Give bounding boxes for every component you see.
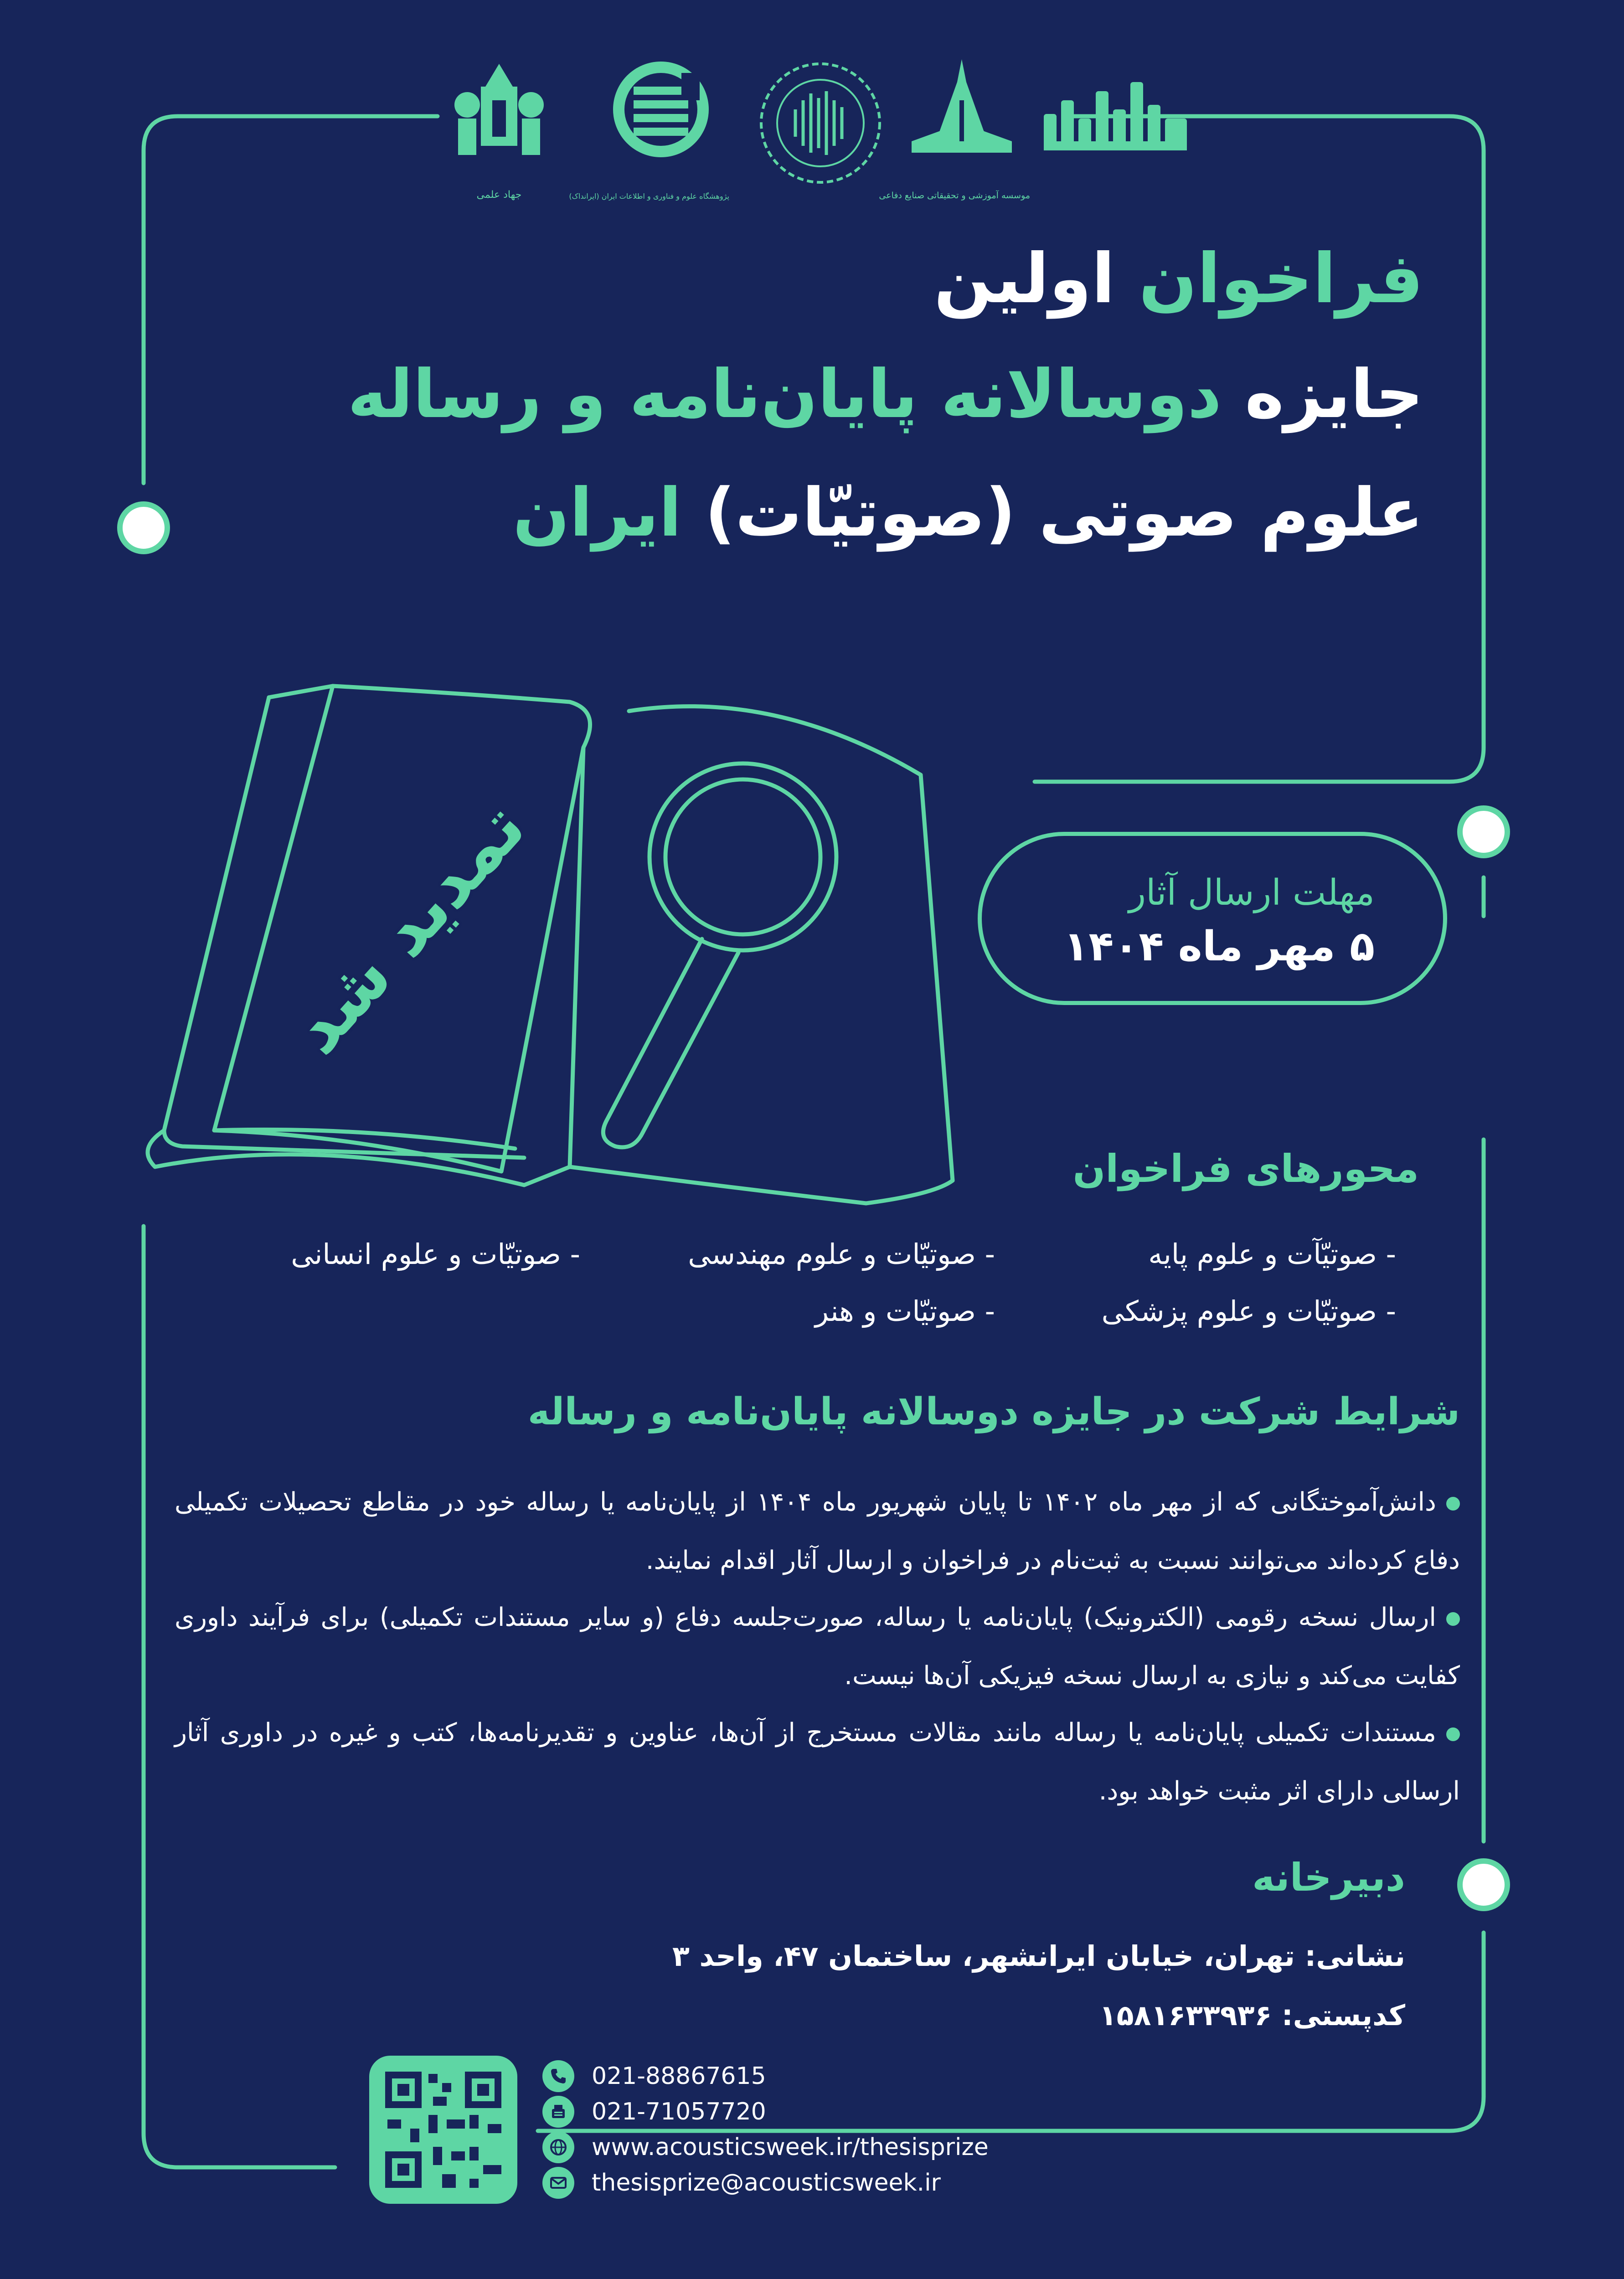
deadline-label: مهلت ارسال آثار	[1129, 872, 1375, 913]
deadline-value: ۵ مهر ماه ۱۴۰۴	[1063, 923, 1375, 970]
title-line-2	[348, 356, 1423, 433]
email-icon	[542, 2167, 574, 2199]
title-prize: جایزه	[1245, 356, 1423, 433]
title-line-1	[934, 239, 1423, 319]
qr-code[interactable]	[369, 2056, 517, 2204]
bullet-icon	[1446, 1727, 1460, 1741]
postal-code: کدپستی: ۱۵۸۱۶۳۳۹۳۶	[1099, 1999, 1405, 2032]
condition-item: دانش‌آموختگانی که از مهر ماه ۱۴۰۲ تا پایان شهریور ماه ۱۴۰۴ از پایان‌نامه یا رساله خود در مقاطع تحصیلات تکمیلی دفاع کرده‌اند می‌توانند نسبت به ثبت‌نام در فراخوان و ارسال آثار اقدام نمایند.	[175, 1487, 1460, 1575]
acoustics-society-logo-icon	[752, 55, 889, 191]
email-link[interactable]: thesisprize@acousticsweek.ir	[592, 2169, 941, 2197]
topic-item: - صوتیّات و علوم مهندسی	[688, 1237, 995, 1271]
condition-item: ارسال نسخه رقومی (الکترونیک) پایان‌نامه یا رساله، صورت‌جلسه دفاع (و سایر مستندات تکمیلی) برای فرآیند داوری کفایت می‌کند و نیازی به ارسال نسخه فیزیکی آن‌ها نیست.	[175, 1603, 1460, 1691]
topic-item: - صوتیّات و هنر	[815, 1294, 995, 1328]
logo-irandoc	[569, 55, 729, 201]
topic-item: - صوتیّات و علوم پزشکی	[1101, 1294, 1396, 1328]
logo-jahad	[431, 55, 567, 201]
bullet-icon	[1446, 1612, 1460, 1626]
deadline-pill	[978, 832, 1447, 1005]
topic-item: - صوتیّات و علوم انسانی	[291, 1237, 580, 1271]
globe-icon	[542, 2131, 574, 2163]
frame-dot	[1460, 808, 1507, 856]
title-biennial: دوسالانه پایان‌نامه و رساله	[347, 356, 1222, 433]
contact-phone	[542, 2060, 766, 2092]
condition-item: مستندات تکمیلی پایان‌نامه یا رساله مانند مقالات مستخرج از آن‌ها، عناوین و تقدیرنامه‌ها، کتب و غیره در داوری آثار ارسالی دارای اثر مثبت خواهد بود.	[175, 1718, 1460, 1806]
logo-caption: موسسه آموزشی و تحقیقاتی صنایع دفاعی	[879, 191, 1030, 201]
address: نشانی: تهران، خیابان ایرانشهر، ساختمان ۴۷، واحد ۳	[672, 1939, 1405, 1973]
topics-title: محورهای فراخوان	[1072, 1146, 1419, 1191]
jahad-logo-icon	[431, 55, 567, 173]
contact-website	[542, 2131, 989, 2163]
institute-logo-icon	[893, 55, 1030, 173]
logo-institute	[879, 55, 1030, 201]
title-call: فراخوان	[1139, 239, 1423, 319]
fax-icon	[542, 2096, 574, 2128]
secretariat-title: دبیرخانه	[1252, 1855, 1405, 1900]
phone-number[interactable]: 021-88867615	[592, 2062, 766, 2090]
contact-email	[542, 2167, 941, 2199]
irandoc-logo-icon	[593, 55, 729, 173]
website-link[interactable]: www.acousticsweek.ir/thesisprize	[592, 2134, 989, 2161]
fax-number[interactable]: 021-71057720	[592, 2098, 766, 2125]
frame-dot	[120, 504, 167, 552]
title-acoustics: علوم صوتی (صوتیّات)	[705, 474, 1423, 552]
logo-soutiyat	[1039, 55, 1194, 201]
title-iran: ایران	[513, 474, 682, 552]
logo-caption: جهاد علمی	[476, 189, 522, 201]
title-line-3	[513, 474, 1423, 552]
conditions-title: شرایط شرکت در جایزه دوسالانه پایان‌نامه و رساله	[527, 1390, 1460, 1433]
topic-item: - صوتیّآت و علوم پایه	[1148, 1237, 1396, 1271]
contact-fax	[542, 2096, 766, 2128]
phone-icon	[542, 2060, 574, 2092]
soutiyat-logo-icon	[1039, 73, 1194, 164]
bullet-icon	[1446, 1497, 1460, 1511]
extended-stamp: تمدید شد	[276, 788, 541, 1069]
qr-code-icon	[369, 2056, 517, 2204]
title-first: اولین	[934, 239, 1115, 319]
frame-dot	[1460, 1861, 1507, 1908]
logo-acoustics-society	[752, 55, 889, 201]
logo-caption: پژوهشگاه علوم و فناوری و اطلاعات ایران (ایرانداک)	[569, 192, 729, 201]
